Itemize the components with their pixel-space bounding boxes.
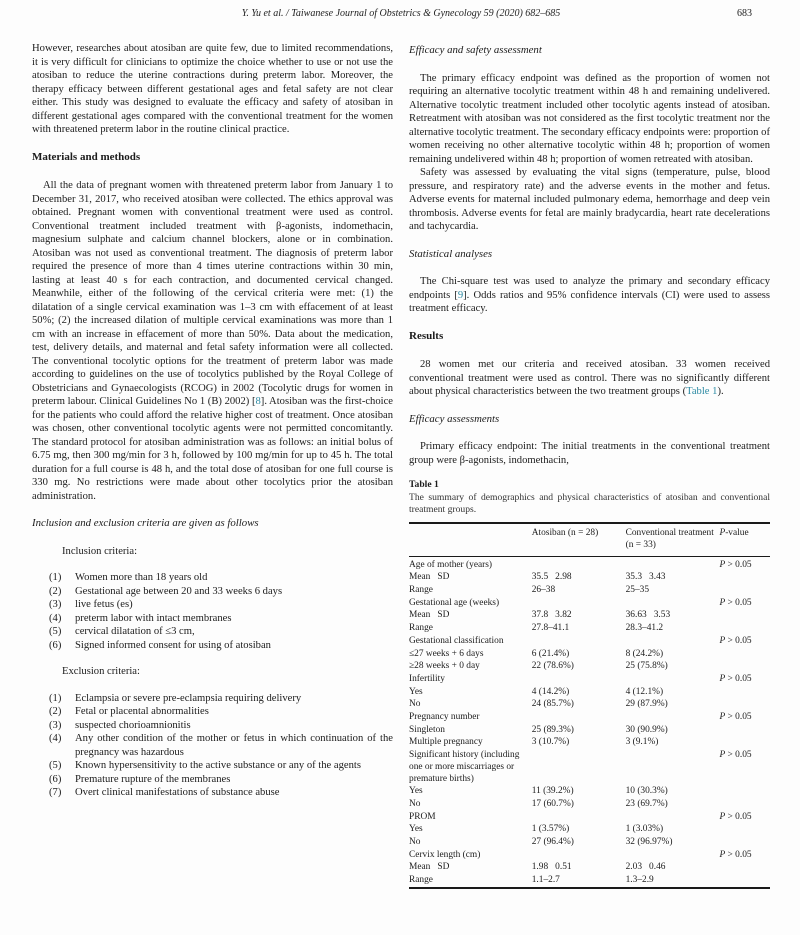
results-text-post: ). (717, 386, 724, 397)
table-cell (626, 635, 720, 648)
table-row (409, 635, 770, 648)
intro-paragraph: However, researches about atosiban are quite few, due to limited recommendations, it is very difficult for clinicians to optimize the choice whether to use or not use the atosiban to reduce the uterine contractions during preterm labor. Moreover, the therapy efficacy between different gestational ages and fetal safety are not clear either. This study was designed to evaluate the efficacy and safety of atosiban in different gestational ages compared with the conventional treatment for the women with threatened preterm labor in the routine clinical practice. (32, 43, 393, 135)
table-row-label: Mean SD (409, 862, 450, 873)
pvalue-italic-p: P (719, 635, 726, 646)
table-row (409, 837, 770, 850)
table1-header-atosiban: Atosiban (n = 28) (531, 528, 599, 539)
table-cell (626, 849, 720, 862)
table-row (409, 849, 770, 862)
table-cell (532, 811, 626, 824)
table-cell: 37.8 3.82 (531, 610, 572, 621)
table-cell: 26–38 (531, 585, 556, 595)
table-cell: P > 0.05 (719, 750, 752, 761)
results-text-pre: 28 women met our criteria and received atosiban. 33 women received conventional treatment were used as control. There was no significantly different about physical characteristics between the two treatment groups ( (409, 359, 770, 397)
table-row-label: Yes (409, 786, 423, 797)
table-cell: 8 (24.2%) (625, 648, 664, 659)
two-column-body (32, 42, 770, 889)
table-cell: 11 (39.2%) (531, 786, 574, 797)
table-cell (532, 712, 626, 725)
table-row-label: ≤27 weeks + 6 days (409, 648, 484, 659)
subsection-heading-efficacy-safety: Efficacy and safety assessment (409, 44, 542, 56)
table1 (409, 522, 770, 889)
table-row (409, 798, 770, 811)
list-item-text: Eclampsia or severe pre-eclampsia requiring delivery (75, 692, 302, 704)
table-row-label: Singleton (409, 724, 445, 735)
table-cell: 3 (10.7%) (531, 737, 570, 748)
table-cell (719, 875, 770, 889)
table-row (409, 786, 770, 799)
right-column (409, 42, 770, 889)
statistics-paragraph (409, 275, 770, 316)
subsection-heading-statistical-analyses: Statistical analyses (409, 247, 493, 260)
table-row-label: Mean SD (409, 610, 450, 621)
table-row (409, 699, 770, 712)
table-cell (719, 724, 770, 737)
table1-header-conventional: Conventional treatment (n = 33) (625, 528, 714, 550)
section-heading-results: Results (409, 329, 444, 342)
table-cell (626, 811, 720, 824)
methods-text-pre: All the data of pregnant women with threatened preterm labor from January 1 to December 31, 2017, who received atosiban were collected. The ethics approval was obtained. Pregnant women with conventional treatment were used as control. Conventional treatment included treatment with β-agonists, indomethacin, magnesium sulphate and calcium channel blockers, alone or in combination. Atosiban was not used as conventional treatment. The diagnosis of preterm labor required the presence of more than 4 times uterine contractions within 30 min, lasting at least 40 s for each contraction, and documented cervical changed. Meanwhile, either of the following of the cervical criteria were met: (1) the dilatation of a single cervical examination was 1–3 cm with effacement of at least 50%; (2) the increased dilation of multiple cervical examinations was more than 1 cm with an increase in effacement of more than 50%. Data about the medication, test, delivery details, and maternal and fetal safety information were all collected. The conventional tocolytic options for the treatment of preterm labor was made according to guidelines on the use of tocolytics published by the Royal College of Obstetricians and Gynaecologists (RCOG) in 2002 (Tocolytic drugs for women in preterm labour. Clinical Guidelines No 1 (B) 2002) [ (32, 180, 393, 407)
left-column (32, 42, 393, 889)
table-cell (719, 686, 770, 699)
table-cell (719, 824, 770, 837)
table-cell: 3 (9.1%) (625, 737, 659, 748)
list-item-text: live fetus (es) (75, 599, 133, 610)
table-row (409, 875, 770, 889)
table-cell: P > 0.05 (719, 712, 752, 723)
table-row (409, 661, 770, 674)
table-row (409, 811, 770, 824)
table-cell: 10 (30.3%) (625, 786, 668, 797)
table-row (409, 610, 770, 623)
list-item (49, 759, 393, 773)
table-row-label: No (409, 837, 421, 848)
list-item (49, 705, 393, 719)
pvalue-italic-p: P (719, 559, 726, 570)
table-cell: P > 0.05 (719, 673, 752, 684)
table-cell (532, 673, 626, 686)
exclusion-criteria-label: Exclusion criteria: (62, 666, 140, 677)
list-item (49, 625, 393, 639)
list-item (49, 692, 393, 706)
table-row-label: Cervix length (cm) (409, 849, 481, 860)
list-item-number: (1) (49, 692, 62, 704)
list-item (49, 585, 393, 599)
list-item-text: Premature rupture of the membranes (75, 773, 231, 785)
table1-header-row (409, 523, 770, 556)
table-cell (719, 837, 770, 850)
table-row-label: Pregnancy number (409, 712, 480, 723)
table-row (409, 862, 770, 875)
table-cell (532, 556, 626, 572)
table-cell (532, 597, 626, 610)
table-cell (532, 849, 626, 862)
table-cell: 29 (87.9%) (625, 699, 668, 710)
results-paragraph (409, 358, 770, 399)
section-heading-materials-methods: Materials and methods (32, 150, 141, 163)
list-item-text: preterm labor with intact membranes (75, 612, 232, 624)
list-item-number: (2) (49, 585, 62, 597)
list-item (49, 612, 393, 626)
table-row-label: Significant history (including one or more miscarriages or premature births) (409, 750, 520, 784)
inclusion-criteria-label: Inclusion criteria: (62, 545, 138, 557)
table-row-label: Gestational classification (409, 635, 504, 646)
pvalue-italic-p: P (719, 673, 726, 684)
pvalue-italic-p: P (719, 849, 726, 860)
table-cell: 4 (14.2%) (531, 686, 570, 697)
table-row-label: Multiple pregnancy (409, 737, 483, 748)
table-row (409, 585, 770, 598)
pvalue-italic-p: P (719, 811, 726, 822)
list-item-number: (5) (49, 626, 62, 637)
table-cell: 28.3–41.2 (625, 623, 664, 634)
table-cell: P > 0.05 (719, 811, 752, 822)
table-row-label: No (409, 798, 421, 809)
table-row-label: Mean SD (409, 572, 450, 583)
methods-text-post: ]. Atosiban was the first-choice for the patients who could afford the relative higher cost of treatment. Once atosiban was chosen, other conventional tocolytic agents were not permitted concomitantly. The standard protocol for atosiban administration was as follows: an initial bolus of 6.75 mg, then 300 mg/min for 3 h, followed by 100 mg/min for up to 45 h. The total duration for a full course is 48 h, and the total dose of atosiban for one full course is 330 mg. No restrictions were made about other tocolytics prior the atosiban administration. (32, 396, 393, 502)
list-item-text: Signed informed consent for using of atosiban (75, 639, 271, 651)
table-row-label: Infertility (409, 673, 445, 684)
list-item (49, 598, 393, 612)
pvalue-italic-p: P (719, 528, 726, 539)
table-cell: 35.3 3.43 (625, 572, 666, 583)
table-cell: 22 (78.6%) (531, 661, 574, 672)
table-cell: 25 (75.8%) (625, 661, 668, 672)
table-cell: 23 (69.7%) (625, 798, 668, 809)
table-cell (719, 572, 770, 585)
table-cell: 25 (89.3%) (531, 724, 574, 735)
table-row (409, 724, 770, 737)
subsection-heading-efficacy-assessments: Efficacy assessments (409, 412, 500, 425)
list-item-number: (4) (49, 612, 62, 624)
table-row-label: Range (409, 585, 433, 595)
table-cell: P > 0.05 (719, 559, 752, 570)
efficacy-paragraph-1: The primary efficacy endpoint was defined as the proportion of women not requiring an alternative tocolytic treatment within 48 h and remaining undelivered. Alternative tocolytic treatment included other tocolytic agents instead of atosiban. Retreatment with atosiban was not considered as the first tocolytic treatment nor the alternative tocolytic treatment. The secondary efficacy endpoints were: proportion of women receiving no other alternative tocolytic within 48 h; proportion of women remaining undelivered within 48 h; proportion of women retreated with atosiban. (409, 72, 770, 165)
table-row-label: Range (409, 623, 433, 634)
table-row (409, 597, 770, 610)
table1-head (409, 523, 770, 556)
list-item-text: suspected chorioamnionitis (75, 719, 191, 731)
table-cell: 1.98 0.51 (531, 862, 572, 873)
exclusion-criteria-list (49, 692, 393, 800)
list-item (49, 732, 393, 759)
list-item-text: Known hypersensitivity to the active substance or any of the agents (75, 760, 361, 771)
table-row-label: Age of mother (years) (409, 559, 493, 570)
table-row (409, 648, 770, 661)
pvalue-italic-p: P (719, 712, 726, 723)
table-cell (532, 635, 626, 648)
table-cell: 36.63 3.53 (625, 610, 671, 621)
table-row (409, 686, 770, 699)
table-cell: 32 (96.97%) (625, 837, 673, 848)
table-cell (626, 597, 720, 610)
table-cell: 30 (90.9%) (625, 724, 668, 735)
table-cell: 1 (3.57%) (531, 824, 570, 835)
list-item-number: (3) (49, 599, 62, 610)
table-cell: P > 0.05 (719, 635, 752, 646)
table-row (409, 572, 770, 585)
inclusion-criteria-list (49, 571, 393, 652)
list-item-number: (6) (49, 639, 62, 651)
table-row (409, 623, 770, 636)
table-row-label: Gestational age (weeks) (409, 597, 500, 608)
table-row-label: No (409, 699, 421, 710)
list-item (49, 571, 393, 585)
table-cell: 24 (85.7%) (531, 699, 574, 710)
list-item-number: (3) (49, 719, 62, 731)
table-cell (626, 750, 720, 786)
table-row (409, 712, 770, 725)
table-cell (719, 585, 770, 598)
table-cell: 1 (3.03%) (625, 824, 664, 835)
list-item-number: (2) (49, 706, 62, 717)
table-row (409, 824, 770, 837)
table-cell (719, 699, 770, 712)
table1-caption: The summary of demographics and physical characteristics of atosiban and conventional treatment groups. (409, 492, 770, 515)
table1-block (409, 479, 770, 889)
table-cell (626, 712, 720, 725)
table-row (409, 737, 770, 750)
table-row-label: Yes (409, 824, 423, 835)
table-row (409, 556, 770, 572)
table-cell: 1.3–2.9 (625, 875, 654, 886)
table-cell: 25–35 (625, 585, 650, 595)
table-cell: 4 (12.1%) (625, 686, 664, 697)
list-item-number: (7) (49, 787, 62, 798)
methods-paragraph (32, 179, 393, 503)
table-cell (719, 648, 770, 661)
table-cell: 27.8–41.1 (531, 623, 570, 634)
table-cell (532, 750, 626, 786)
table-row (409, 750, 770, 786)
table-cell: P > 0.05 (719, 849, 752, 860)
list-item (49, 639, 393, 653)
reference-link-9[interactable]: 9 (457, 289, 464, 301)
table-cell (719, 623, 770, 636)
list-item (49, 773, 393, 787)
table-row-label: ≥28 weeks + 0 day (409, 661, 480, 672)
table-cell: 6 (21.4%) (531, 648, 570, 659)
table-row-label: Yes (409, 686, 423, 697)
stats-text-post: ]. Odds ratios and 95% confidence intervals (CI) were used to assess treatment efficacy. (409, 289, 771, 314)
table-row-label: Range (409, 875, 433, 886)
table-cell: 17 (60.7%) (531, 798, 574, 809)
table1-header-pvalue (719, 523, 770, 556)
running-head (32, 8, 770, 30)
table-cell: P > 0.05 (719, 597, 752, 608)
table-cell: 2.03 0.46 (625, 862, 666, 873)
table1-body (409, 556, 770, 888)
list-item-number: (5) (49, 760, 62, 771)
subsection-heading-criteria: Inclusion and exclusion criteria are given as follows (32, 517, 259, 529)
reference-link-8[interactable]: 8 (255, 396, 261, 407)
list-item-number: (1) (49, 572, 62, 583)
table-row (409, 673, 770, 686)
table-cell: 35.5 2.98 (531, 572, 572, 583)
list-item-text: Gestational age between 20 and 33 weeks 6 days (75, 585, 283, 597)
table1-label: Table 1 (409, 479, 439, 490)
table-cell (719, 610, 770, 623)
list-item-number: (6) (49, 773, 62, 785)
efficacy-paragraph-2: Safety was assessed by evaluating the vital signs (temperature, pulse, blood pressure, and respiratory rate) and the adverse events in the mother and fetus. Adverse events for maternal included pulmonary edema, hemorrhage and deep vein thrombosis. Adverse events for fetal are mainly bradycardia, heart rate decelerations and tachycardia. (409, 167, 770, 232)
table-cell: 1.1–2.7 (531, 875, 560, 886)
table1-header-empty (409, 523, 532, 556)
list-item (49, 719, 393, 733)
list-item-number: (4) (49, 733, 62, 744)
table-cell (626, 556, 720, 572)
table-cell (719, 786, 770, 799)
pvalue-italic-p: P (719, 597, 726, 608)
list-item-text: Overt clinical manifestations of substance abuse (75, 787, 280, 798)
table-cell: 27 (96.4%) (531, 837, 574, 848)
list-item (49, 786, 393, 800)
table-cell (719, 862, 770, 875)
efficacy-assessments-paragraph: Primary efficacy endpoint: The initial treatments in the conventional treatment group were β-agonists, indomethacin, (409, 441, 770, 466)
running-title: Y. Yu et al. / Taiwanese Journal of Obstetrics & Gynecology 59 (2020) 682–685 (241, 8, 561, 19)
list-item-text: Women more than 18 years old (75, 572, 208, 583)
page-number: 683 (737, 8, 752, 19)
pvalue-rest: -value (725, 528, 749, 539)
pvalue-italic-p: P (719, 750, 726, 761)
list-item-text: cervical dilatation of ≤3 cm, (75, 626, 195, 637)
table-cell (626, 673, 720, 686)
table-cell (719, 798, 770, 811)
table-row-label: PROM (409, 811, 436, 822)
list-item-text: Fetal or placental abnormalities (75, 706, 209, 717)
table1-link[interactable]: Table 1 (686, 386, 718, 397)
list-item-text: Any other condition of the mother or fetus in which continuation of the pregnancy was hazardous (75, 733, 393, 758)
table-cell (719, 737, 770, 750)
table-cell (719, 661, 770, 674)
stats-text-pre: The Chi-square test was used to analyze the primary and secondary efficacy endpoints [ (409, 276, 770, 301)
